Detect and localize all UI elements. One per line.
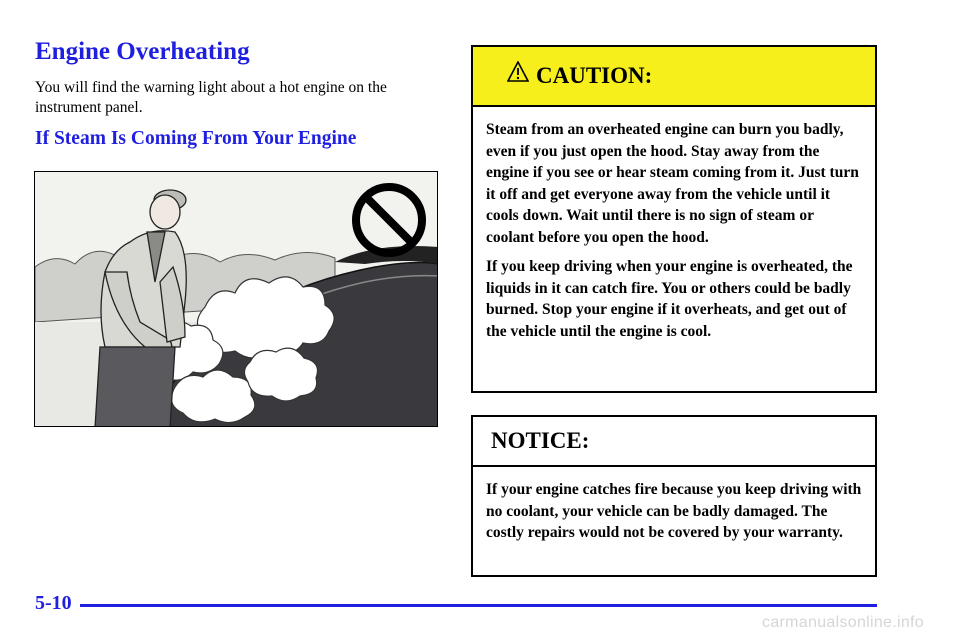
caution-title: CAUTION: bbox=[536, 63, 653, 88]
footer-divider bbox=[80, 604, 877, 607]
notice-title: NOTICE: bbox=[491, 428, 590, 453]
caution-header bbox=[473, 47, 875, 107]
prohibition-icon bbox=[356, 187, 422, 253]
notice-box bbox=[471, 415, 877, 577]
caution-paragraph: Steam from an overheated engine can burn you badly, even if you just open the hood. Stay away from the engine if you see or hear steam coming from it. Just turn it off and get everyone away from the vehicle until it cools down. Wait until there is no sign of steam or coolant before you open the hood. bbox=[486, 121, 859, 246]
section-subheading: If Steam Is Coming From Your Engine bbox=[35, 128, 357, 149]
notice-header bbox=[473, 417, 875, 467]
caution-box bbox=[471, 45, 877, 393]
notice-paragraph: If your engine catches fire because you keep driving with no coolant, your vehicle can be badly damaged. The costly repairs would not be covered by your warranty. bbox=[486, 481, 862, 541]
warning-triangle-icon bbox=[507, 61, 529, 88]
caution-paragraph: If you keep driving when your engine is overheated, the liquids in it can catch fire. You or others could be badly burned. Stop your engine if it overheats, and get out of the vehicle until the engine is cool. bbox=[486, 258, 853, 340]
page-number: 5-10 bbox=[35, 592, 72, 614]
notice-body bbox=[473, 467, 875, 544]
intro-text: You will find the warning light about a hot engine on the instrument panel. bbox=[35, 79, 387, 116]
watermark: carmanualsonline.info bbox=[762, 614, 924, 631]
steam-engine-illustration bbox=[34, 171, 438, 427]
caution-body bbox=[473, 107, 875, 342]
page-title: Engine Overheating bbox=[35, 38, 250, 65]
